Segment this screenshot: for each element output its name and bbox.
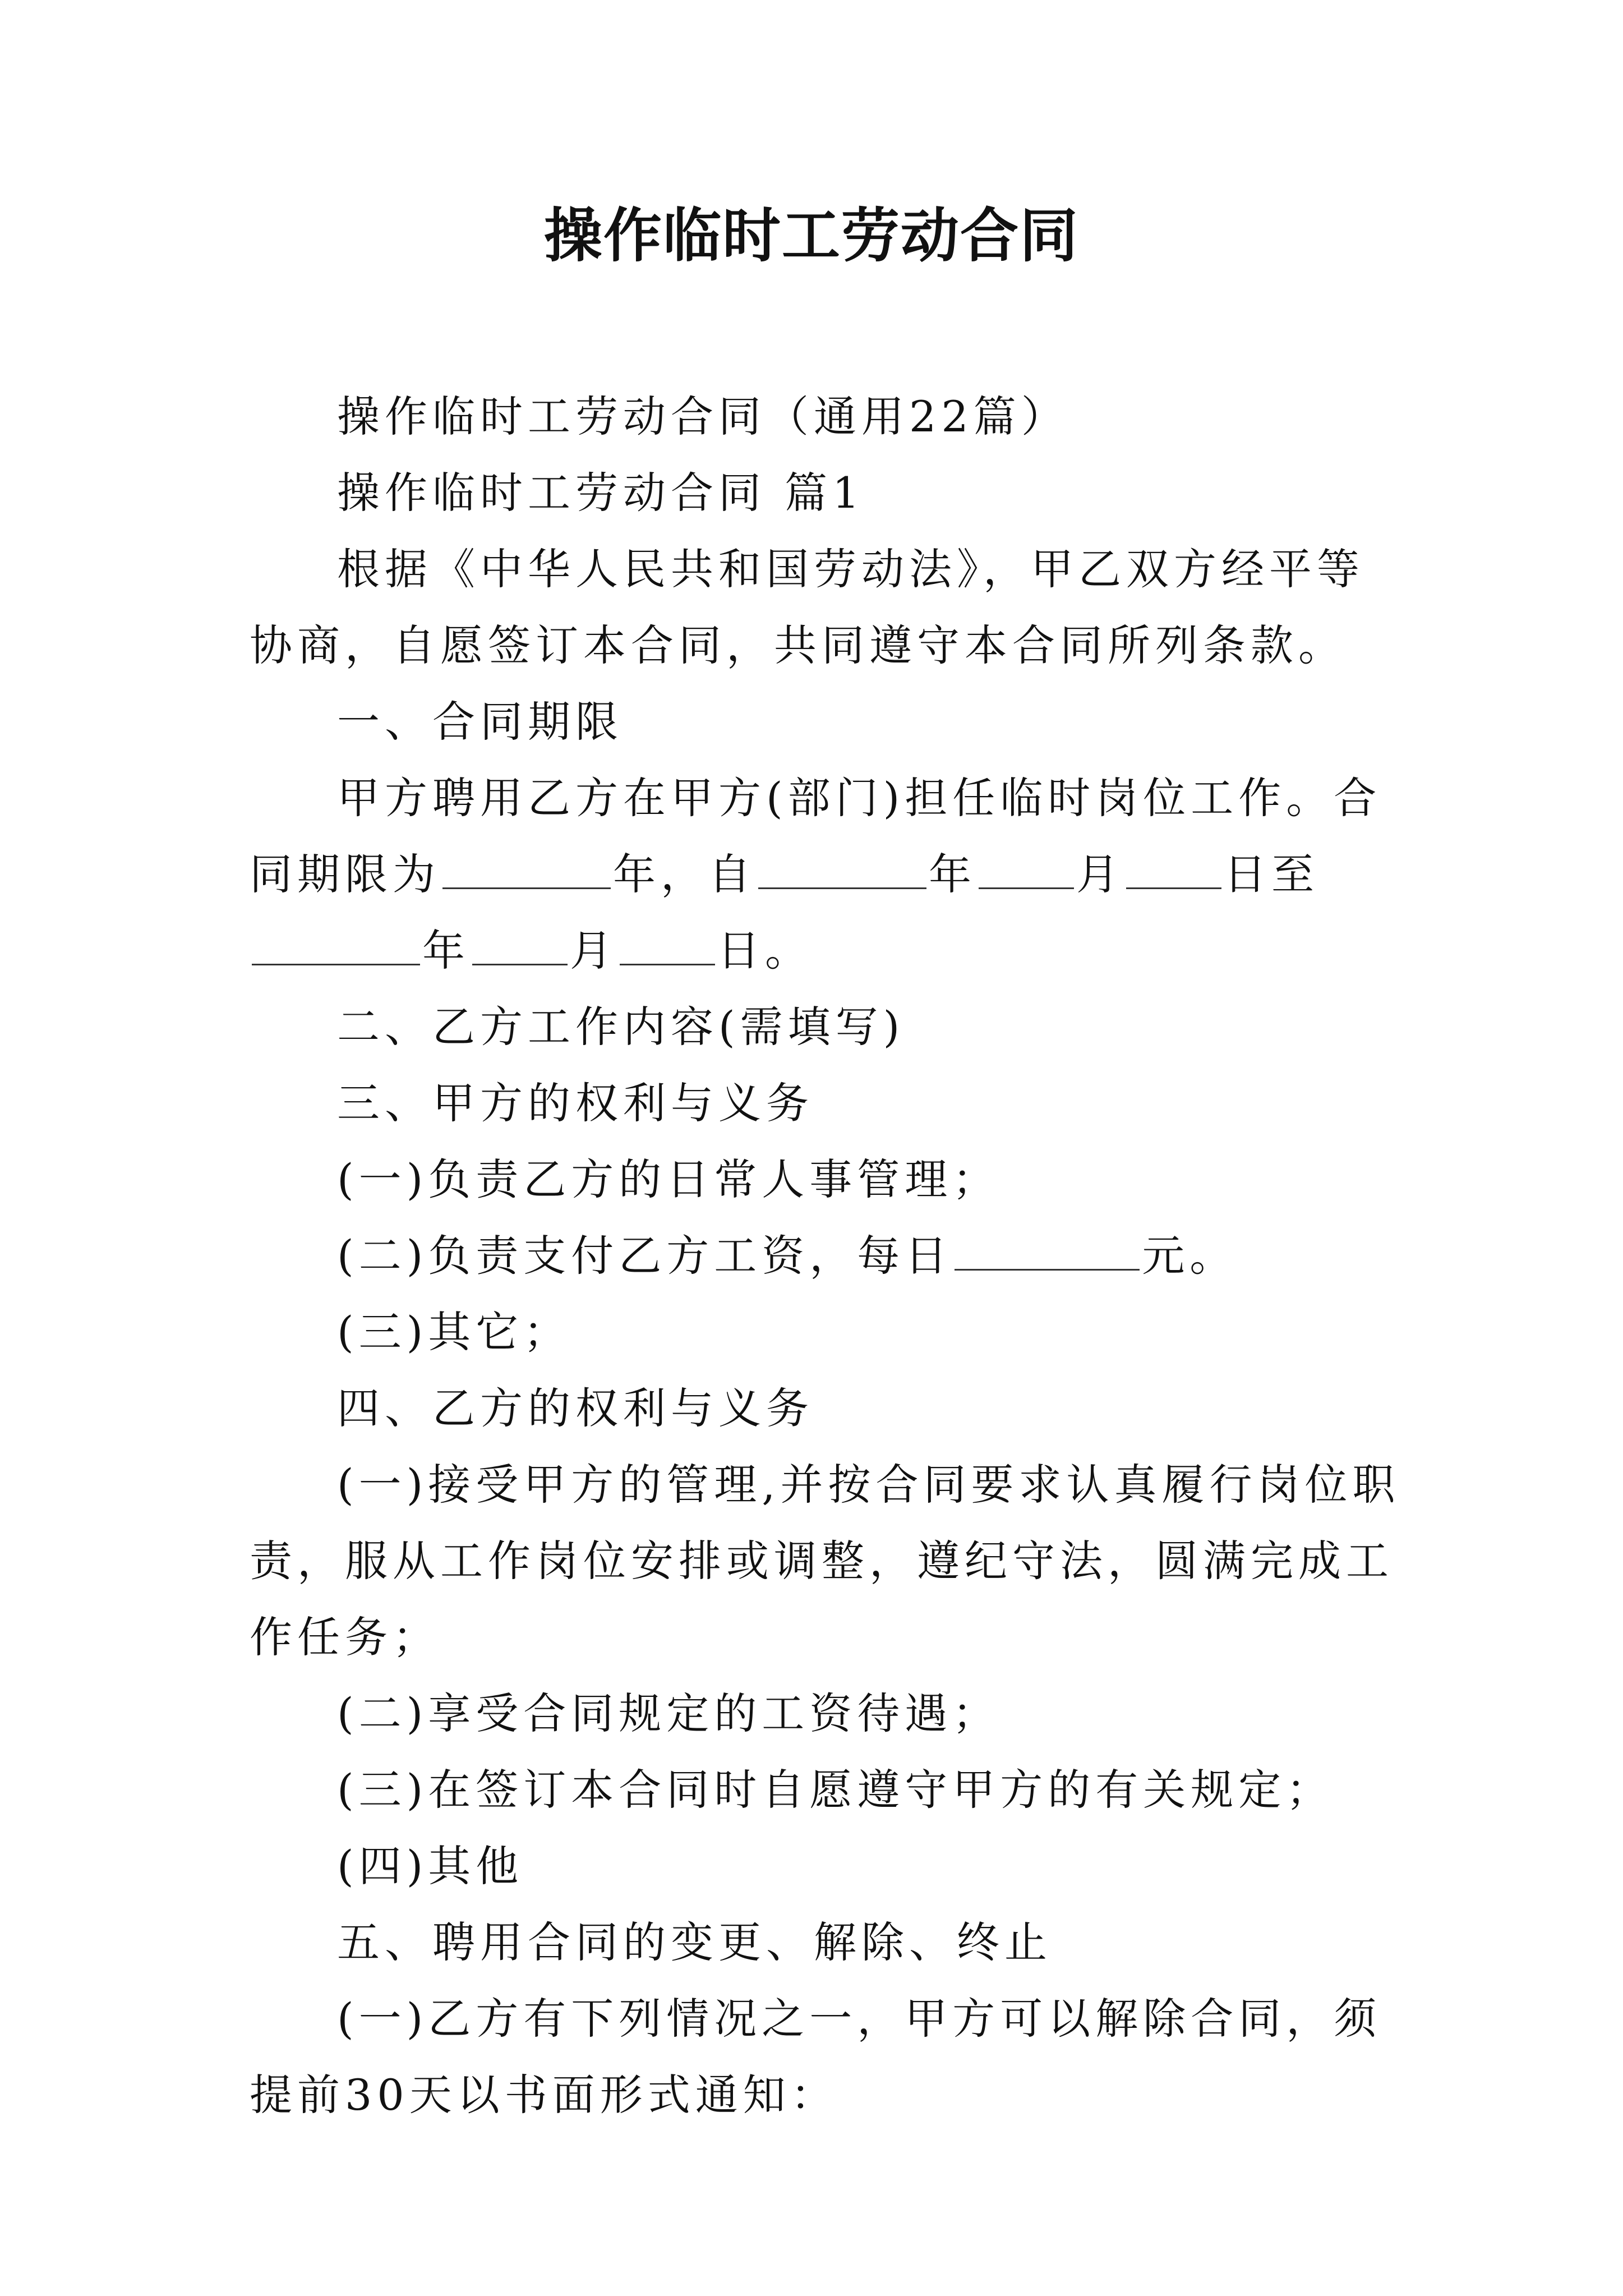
wage-text-2: 元。: [1142, 1231, 1238, 1281]
term-years-blank[interactable]: [442, 848, 611, 889]
start-day-blank[interactable]: [1126, 848, 1221, 889]
clause-heading-5: 五、聘用合同的变更、解除、终止: [337, 1917, 1052, 1967]
party-b-item-1: (一)接受甲方的管理,并按合同要求认真履行岗位职责，服从工作岗位安排或调整，遵纪守法，圆满完成工作任务；: [250, 1460, 1400, 1662]
start-month-blank[interactable]: [979, 848, 1074, 889]
wage-text-1: (二)负责支付乙方工资，每日: [337, 1231, 953, 1281]
party-a-item-1: (一)负责乙方的日常人事管理；: [337, 1154, 1000, 1204]
party-b-item-3: (三)在签订本合同时自愿遵守甲方的有关规定；: [337, 1765, 1334, 1815]
term-text-3: 年: [929, 849, 976, 899]
start-year-blank[interactable]: [758, 848, 926, 889]
term-text-6: 年: [422, 926, 470, 976]
intro-paragraph: 根据《中华人民共和国劳动法》，甲乙双方经平等协商，自愿签订本合同，共同遵守本合同所列条款。: [250, 544, 1364, 670]
section-heading-part-1: 操作临时工劳动合同 篇1: [337, 468, 865, 518]
daily-wage-blank[interactable]: [955, 1230, 1140, 1271]
subtitle-paragraph: 操作临时工劳动合同（通用22篇）: [337, 392, 1069, 441]
party-a-item-2: [250, 1218, 1405, 1294]
end-month-blank[interactable]: [472, 924, 568, 965]
clause-heading-3: 三、甲方的权利与义务: [337, 1078, 814, 1128]
term-text-7: 月: [570, 926, 617, 976]
document-title: 操作临时工劳动合同: [543, 201, 1079, 270]
contract-term-paragraph: [250, 760, 1405, 989]
clause-heading-4: 四、乙方的权利与义务: [337, 1383, 814, 1433]
termination-item-1: (一)乙方有下列情况之一，甲方可以解除合同，须提前30天以书面形式通知：: [250, 1994, 1382, 2120]
term-text-4: 月: [1076, 849, 1124, 899]
clause-heading-1: 一、合同期限: [337, 697, 623, 747]
end-day-blank[interactable]: [620, 924, 715, 965]
party-b-item-4: (四)其他: [337, 1841, 524, 1891]
clause-heading-2: 二、乙方工作内容(需填写): [337, 1002, 905, 1052]
party-b-item-2: (二)享受合同规定的工资待遇；: [337, 1688, 1000, 1738]
party-a-item-3: (三)其它；: [337, 1307, 571, 1357]
term-text-1: 甲方聘用乙方在甲方(部门)担任临时岗位工作。合同期限为: [250, 773, 1382, 899]
term-text-2: 年，自: [613, 849, 756, 899]
term-text-8: 日。: [717, 926, 813, 976]
term-text-5: 日至: [1224, 849, 1319, 899]
end-year-blank[interactable]: [252, 924, 420, 965]
document-body: [250, 379, 1405, 2133]
